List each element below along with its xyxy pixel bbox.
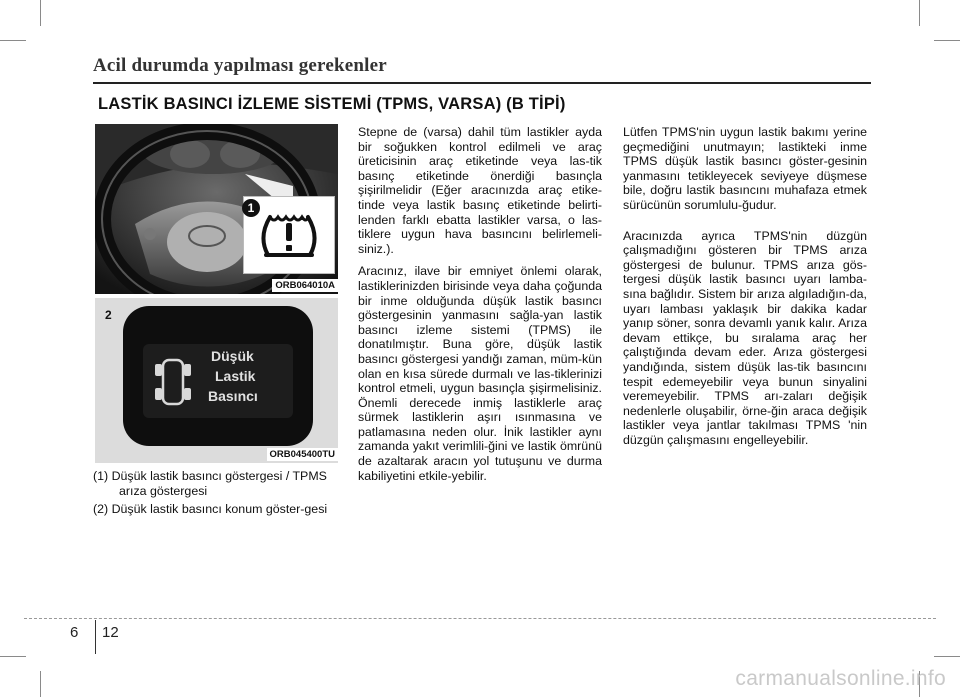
figure-legend bbox=[93, 469, 343, 521]
figure-caption: ORB045400TU bbox=[267, 448, 338, 461]
tire-position-icon bbox=[153, 354, 193, 410]
display-line-3: Basıncı bbox=[208, 388, 258, 404]
watermark: carmanualsonline.info bbox=[735, 667, 946, 690]
figure-steering-wheel bbox=[95, 124, 338, 294]
figure-caption: ORB064010A bbox=[272, 279, 338, 292]
crop-mark bbox=[40, 0, 41, 26]
callout-number-2: 2 bbox=[105, 308, 112, 322]
display-line-1: Düşük bbox=[211, 348, 254, 364]
display-line-2: Lastik bbox=[215, 368, 256, 384]
footer-rule bbox=[24, 618, 936, 619]
figure-cluster-display bbox=[95, 298, 338, 463]
chapter-number: 6 bbox=[70, 624, 79, 641]
crop-mark bbox=[919, 0, 920, 26]
crop-mark bbox=[40, 671, 41, 697]
paragraph: Stepne de (varsa) dahil tüm lastikler ayda bir soğukken kontrol edilmeli ve araç üreticisinin araç etiketinde veya las-tik basınç etiketinde önerdiği basınçla şişirilmelidir (Eğer aracınızda araç etike-tinde veya lastik basınç etiketinde belirti-lenden farklı ebatta lastikler varsa, o las-tiklere uygun hava basıncını belirlemeli-siniz.). bbox=[358, 125, 602, 256]
page-number: 12 bbox=[102, 624, 119, 641]
callout-number-1: 1 bbox=[242, 199, 260, 217]
crop-mark bbox=[0, 656, 26, 657]
paragraph: Lütfen TPMS'nin uygun lastik bakımı yerine geçmediğini unutmayın; lastikteki inme TPMS düşük lastik basıncı göster-gesinin yanmasını tetikleyecek seviyeye düşmese bile, doğru lastik basıncını muhafaza etmek sürücünün sorumlulu-ğudur. bbox=[623, 125, 867, 212]
section-title: LASTİK BASINCI İZLEME SİSTEMİ (TPMS, VARSA) (B TİPİ) bbox=[98, 95, 566, 113]
legend-item: (1) Düşük lastik basıncı göstergesi / TPMS arıza göstergesi bbox=[93, 469, 327, 498]
text-column-middle bbox=[358, 125, 602, 491]
paragraph: Aracınızda ayrıca TPMS'nin düzgün çalışmadığını gösteren bir TPMS arıza göstergesi de bulunur. TPMS arıza gös-tergesi düşük lastik basıncı uyarı lamba-sına bağlıdır. Sistem bir arıza algıladığın-da, uyarı lambası yaklaşık bir dakika kadar yanıp söner, sonra devamlı yanık kalır. Arıza devam ettikçe, bu sıralama araç her çalıştığında devam eder. Arıza göstergesi yandığında, sistem düşük las-tik basıncını tespit edemeyebilir veya bunun sinyalini veremeyebilir. TPMS arı-zaları değişik nedenlerle oluşabilir, örne-ğin araca değişik lastikler veya jantlar takılması TPMS 'nin düzgün çalışmasını engelleyebilir. bbox=[623, 228, 867, 447]
chapter-header-title: Acil durumda yapılması gerekenler bbox=[93, 55, 387, 76]
header-rule bbox=[93, 82, 871, 84]
tpms-callout-box bbox=[243, 196, 335, 274]
crop-mark bbox=[934, 656, 960, 657]
paragraph: Aracınız, ilave bir emniyet önlemi olarak, lastiklerinizden birisinde veya daha çoğunda bir inme olduğunda düşük lastik basıncı göstergesinin yanmasını sağla-yan lastik basıncı izleme sistemi (TPMS) ile donatılmıştır. Buna göre, düşük lastik basıncı göstergesi yandığı zaman, müm-kün olan en kısa sürede durmalı ve las-tiklerinizi kontrol etmeli, uygun basınçla şişirmelisiniz. Önemli derecede inmiş lastiklerle araç sürmek lastiklerin aşırı ısınmasına ve patlamasına neden olur. İnik lastikler aynı zamanda yakıt verimlili-ğini ve lastik ömrünü de azaltarak aracın yol tutuşunu ve durma kabiliyetini etkile-yebilir. bbox=[358, 264, 602, 483]
legend-item: (2) Düşük lastik basıncı konum göster-gesi bbox=[93, 502, 328, 517]
text-column-right bbox=[623, 125, 867, 455]
crop-mark bbox=[934, 40, 960, 41]
cluster-screen bbox=[123, 306, 313, 446]
crop-mark bbox=[0, 40, 26, 41]
page-number-separator bbox=[95, 620, 96, 654]
